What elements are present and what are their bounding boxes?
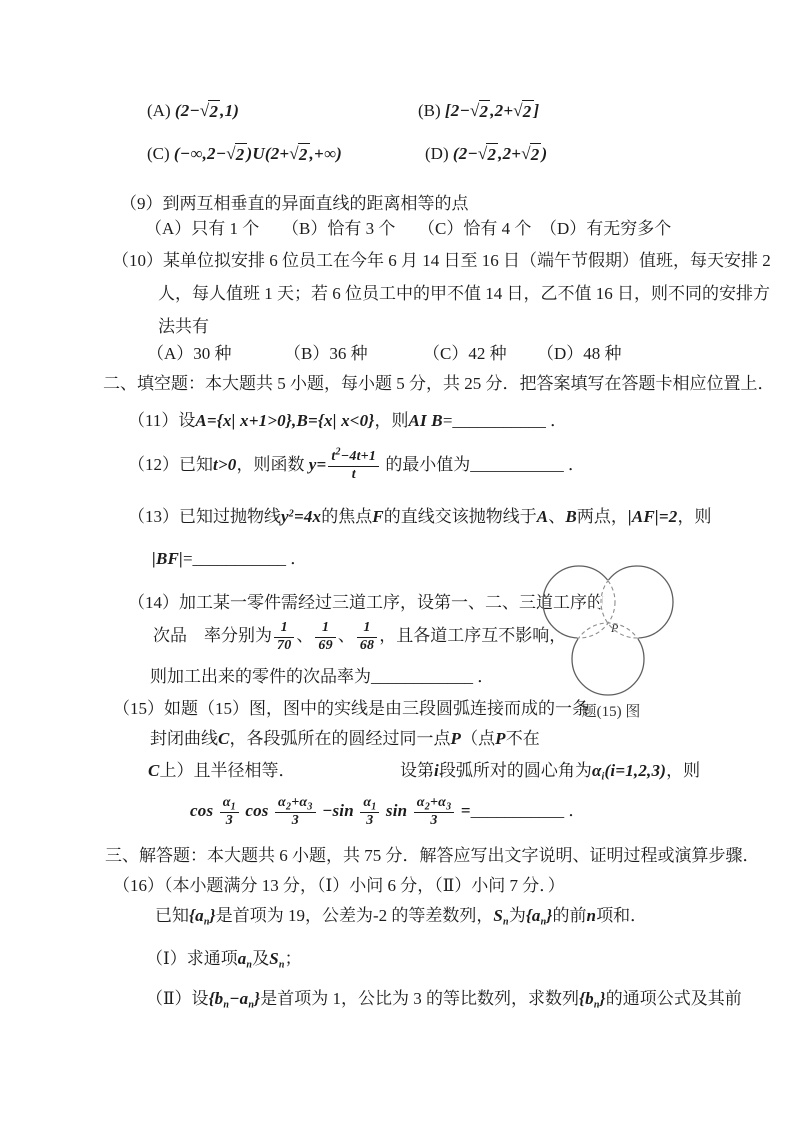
q14-stem-line-2: 次品 率分别为 $\frac{1}{70}$ 、 $\frac{1}{69}$ 、 $\frac{1}{68}$ ，且各道工序互不影响， <box>153 620 567 653</box>
q16-part-2: （Ⅱ）设$\{b_n-a_n\}$是首项为 1，公比为 3 的等比数列，求数列$\{b_n\}$的通项公式及其前 <box>146 989 742 1011</box>
q15-stem-line-3-right: 设第i段弧所对的圆心角为$\alpha_i(i=1,2,3)$，则 <box>400 761 701 783</box>
circles-figure <box>533 548 703 708</box>
section-2-header: 二、填空题：本大题共 5 小题，每小题 5 分，共 25 分．把答案填写在答题卡相应位置上． <box>103 374 775 393</box>
q10-stem-line-2: 人，每人值班 1 天；若 6 位员工中的甲不值 14 日，乙不值 16 日，则不同的安排方 <box>158 284 770 303</box>
q14-stem-line-3: 则加工出来的零件的次品率为____________ ． <box>150 667 495 686</box>
q11-stem: （11）设A={x| x+1>0},B={x| x<0}，则AI B=___________ ． <box>128 411 568 430</box>
q15-stem-line-2: 封闭曲线C，各段弧所在的圆经过同一点P（点P不在 <box>150 729 540 748</box>
q9-option-c: （C）恰有 4 个 <box>418 219 532 238</box>
inner-dashed-arcs <box>543 566 673 695</box>
inner-arc-erase <box>543 566 673 695</box>
q10-option-c: （C）42 种 <box>423 344 507 363</box>
q16-header: （16）（本小题满分 13 分，（Ⅰ）小问 6 分，（Ⅱ）小问 7 分．） <box>113 876 565 895</box>
q16-part-1: （Ⅰ）求通项$a_n$及$S_n$； <box>146 949 302 971</box>
q15-stem-line-3-left: C上）且半径相等． <box>148 761 296 780</box>
q15-stem-line-1: （15）如题（15）图，图中的实线是由三段圆弧连接而成的一条 <box>113 699 589 718</box>
point-p-label: P <box>611 621 619 635</box>
q8-option-a: (A) (2− √ 2 ,1) <box>147 100 239 124</box>
q8-option-c: (C) (−∞,2− √ 2 )U(2+ √ 2 ,+∞) <box>147 143 342 167</box>
q10-option-d: （D）48 种 <box>537 344 622 363</box>
q14-stem-line-1: （14）加工某一零件需经过三道工序，设第一、二、三道工序的 <box>128 593 604 612</box>
q10-option-b: （B）36 种 <box>284 344 368 363</box>
q10-stem-line-1: （10）某单位拟安排 6 位员工在今年 6 月 14 日至 16 日（端午节假期）值班，每天安排 2 <box>112 251 771 270</box>
q12-stem: （12）已知t>0，则函数 y= $\frac{t^2-4t+1}{t}$ 的最小值为___________ ． <box>128 446 586 482</box>
q15-formula: cos $\frac{\alpha_1}{3}$ cos $\frac{\alpha_2+\alpha_3}{3}$ −sin $\frac{\alpha_1}{3}$ sin $\frac{\alpha_2+\alpha_3}{3}$ =___________ ． <box>190 795 586 828</box>
q9-stem: （9）到两互相垂直的异面直线的距离相等的点 <box>120 194 469 213</box>
q8-option-b: (B) [2− √ 2 ,2+ √ 2 ] <box>418 100 539 124</box>
solid-circles <box>543 566 673 695</box>
q8-option-d: (D) (2− √ 2 ,2+ √ 2 ) <box>425 143 547 167</box>
q10-stem-line-3: 法共有 <box>158 317 209 336</box>
q10-option-a: （A）30 种 <box>147 344 232 363</box>
q9-option-a: （A）只有 1 个 <box>145 219 260 238</box>
figure-caption: 题(15) 图 <box>581 704 641 720</box>
q13-stem-line-2: |BF|=___________ ． <box>152 549 308 568</box>
q9-option-d: （D）有无穷多个 <box>540 219 672 238</box>
q9-option-b: （B）恰有 3 个 <box>282 219 396 238</box>
q16-stem-line-1: 已知$\{a_n\}$是首项为 19，公差为-2 的等差数列，$S_n$为$\{a_n\}$的前n项和． <box>155 906 648 928</box>
q13-stem-line-1: （13）已知过抛物线$y^2=4x$的焦点F的直线交该抛物线于A、B两点，|AF|=2，则 <box>128 507 712 526</box>
section-3-header: 三、解答题：本大题共 6 小题，共 75 分．解答应写出文字说明、证明过程或演算步骤． <box>105 846 760 865</box>
